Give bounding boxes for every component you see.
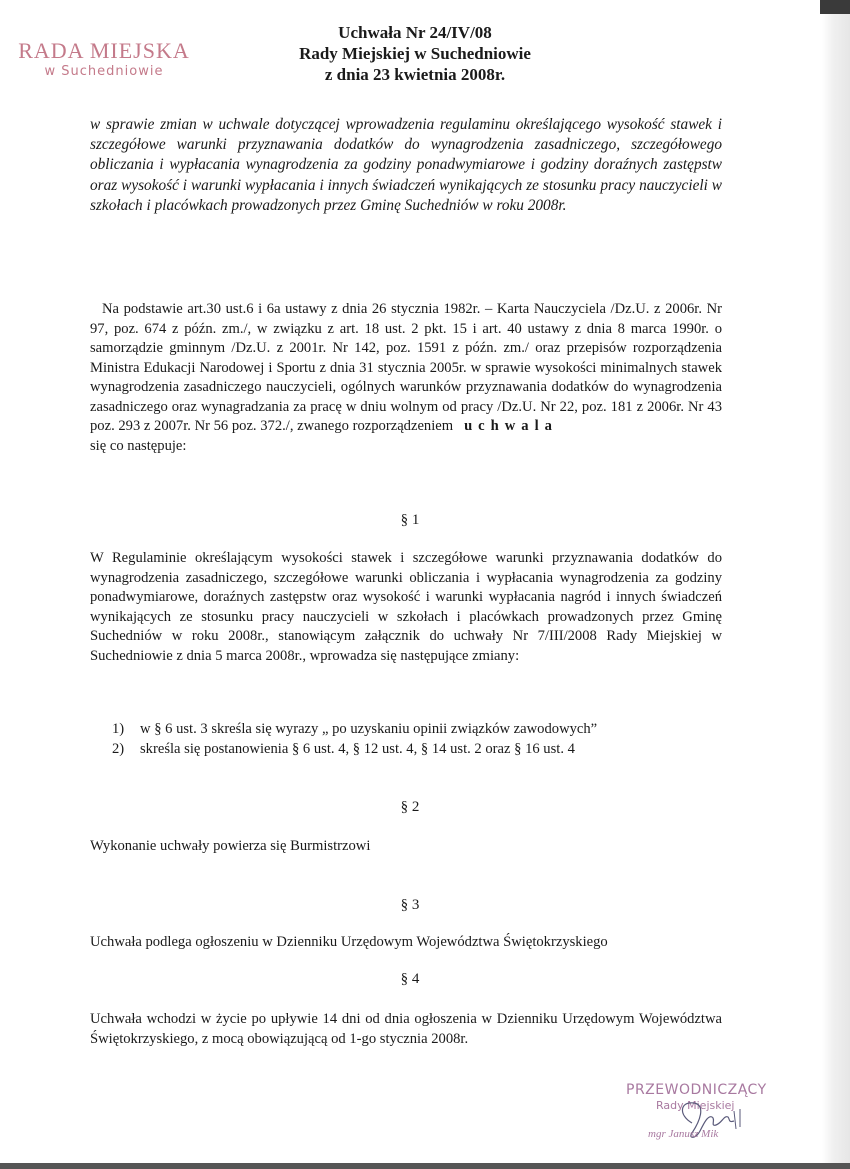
legal-basis-ending: się co następuje: bbox=[90, 437, 187, 454]
resolution-subject: w sprawie zmian w uchwale dotyczącej wprowadzenia regulaminu określającego wysokość stawek i szczegółowe warunki przyznawania dodatków do wynagrodzenia zasadniczego, szczegółowego obliczania i wypłacania wynagrodzenia za godziny ponadwymiarowe i godziny doraźnych zastępstw oraz wysokość i warunki wypłacania i innych świadczeń wynikających ze stosunku pracy nauczycieli w szkołach i placówkach prowadzonych przez Gminę Suchedniów w roku 2008r. bbox=[90, 116, 722, 214]
keyword-uchwala: uchwala bbox=[464, 418, 558, 434]
council-stamp bbox=[14, 38, 194, 79]
header-line-1: Uchwała Nr 24/IV/08 bbox=[338, 23, 492, 42]
signature-body: Rady Miejskiej bbox=[656, 1099, 735, 1112]
legal-basis-paragraph bbox=[90, 300, 722, 456]
signature-name: mgr Janusz Mik bbox=[648, 1128, 719, 1140]
changes-list bbox=[112, 720, 712, 759]
section-4-heading: § 4 bbox=[400, 971, 420, 987]
section-2-heading: § 2 bbox=[400, 799, 420, 815]
section-3-text: Uchwała podlega ogłoszeniu w Dzienniku Urzędowym Województwa Świętokrzyskiego bbox=[90, 934, 608, 950]
resolution-header bbox=[250, 22, 580, 85]
section-3-heading: § 3 bbox=[400, 897, 420, 913]
section-1-text: W Regulaminie określającym wysokości stawek i szczegółowe warunki przyznawania dodatków do wynagrodzenia zasadniczego, szczegółowe warunki obliczania i wypłacania wynagrodzenia za godziny ponadwymiarowe, doraźnych zastępstw oraz wysokość i warunki wypłacania nagród i innych świadczeń wynikających ze stosunku pracy nauczycieli w szkołach i placówkach prowadzonych przez Gminę Suchedniów w roku 2008r., stanowiącym załącznik do uchwały Nr 7/III/2008 Rady Miejskiej w Suchedniowie z dnia 5 marca 2008r., wprowadza się następujące zmiany: bbox=[90, 550, 722, 664]
section-1-heading: § 1 bbox=[400, 512, 420, 528]
scan-edge bbox=[822, 0, 850, 1169]
legal-basis-text: Na podstawie art.30 ust.6 i 6a ustawy z dnia 26 stycznia 1982r. – Karta Nauczyciela /Dz.U. z 2006r. Nr 97, poz. 674 z późn. zm./, w związku z art. 18 ust. 2 pkt. 15 i art. 40 ustawy z dnia 8 marca 1990r. o samorządzie gminnym /Dz.U. z 2001r. Nr 142, poz. 1591 z późn. zm./ oraz przepisów rozporządzenia Ministra Edukacji Narodowej i Sportu z dnia 31 stycznia 2005r. w sprawie wysokości minimalnych stawek wynagrodzenia zasadniczego nauczycieli, ogólnych warunków przyznawania dodatków do wynagrodzenia zasadniczego oraz wynagradzania za pracę w dniu wolnym od pracy /Dz.U. Nr 22, poz. 181 z 2006r. Nr 43 poz. 293 z 2007r. Nr 56 poz. 372./, zwanego rozporządzeniem bbox=[90, 301, 722, 434]
header-line-2: Rady Miejskiej w Suchedniowie bbox=[299, 44, 531, 63]
list-item: 1) w § 6 ust. 3 skreśla się wyrazy „ po uzyskaniu opinii związków zawodowych” bbox=[112, 721, 598, 737]
section-2-text: Wykonanie uchwały powierza się Burmistrzowi bbox=[90, 838, 371, 854]
signature-title: PRZEWODNICZĄCY bbox=[626, 1082, 767, 1098]
stamp-line-2: w Suchedniowie bbox=[44, 64, 164, 79]
list-item: 2) skreśla się postanowienia § 6 ust. 4, § 12 ust. 4, § 14 ust. 2 oraz § 16 ust. 4 bbox=[112, 740, 575, 757]
section-4-text: Uchwała wchodzi w życie po upływie 14 dni od dnia ogłoszenia w Dzienniku Urzędowym Województwa Świętokrzyskiego, z mocą obowiązującą od 1-go stycznia 2008r. bbox=[90, 1011, 722, 1047]
header-line-3: z dnia 23 kwietnia 2008r. bbox=[324, 65, 506, 84]
chairman-signature-stamp bbox=[610, 1078, 780, 1148]
scan-bottom-edge bbox=[0, 1163, 850, 1169]
scan-corner bbox=[820, 0, 850, 14]
stamp-line-1: RADA MIEJSKA bbox=[18, 38, 190, 63]
